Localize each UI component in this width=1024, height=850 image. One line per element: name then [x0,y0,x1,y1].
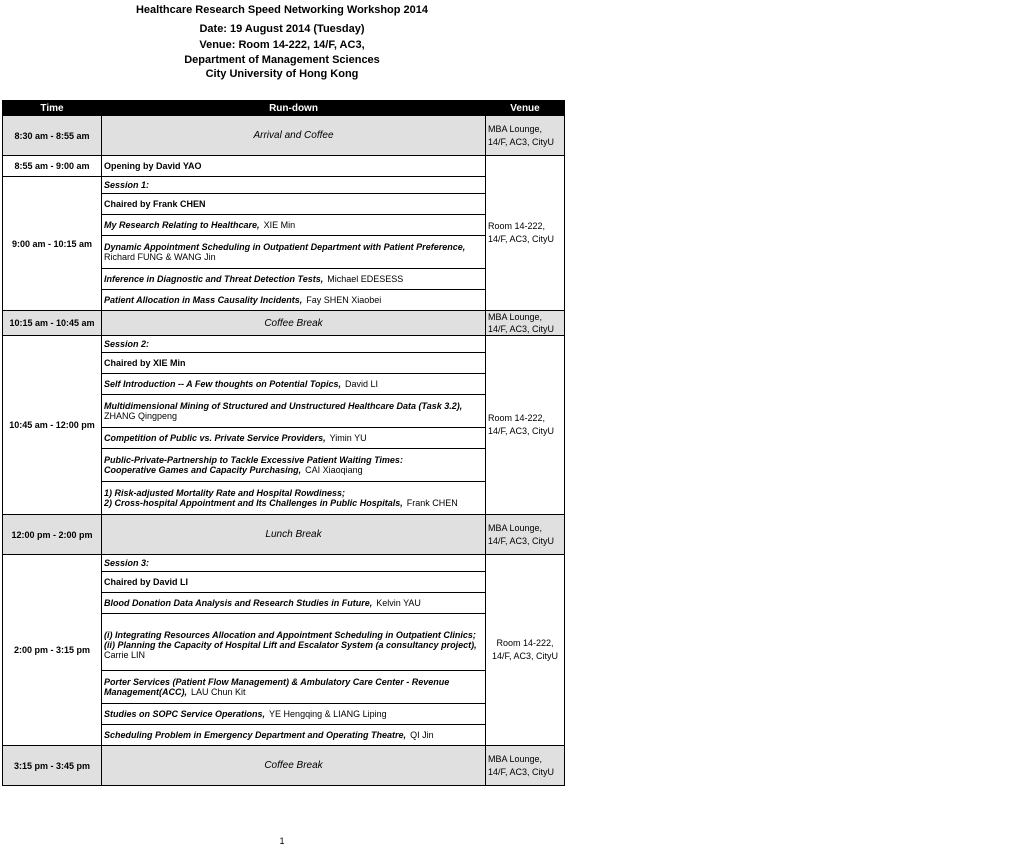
venue-cell [486,116,565,156]
venue-line-2: 14/F, AC3, CityU [488,234,555,244]
time-cell: 12:00 pm - 2:00 pm [3,515,102,555]
venue-line-2: 14/F, AC3, CityU [488,324,555,334]
talk-title: Studies on SOPC Service Operations, [104,709,266,719]
talk-title: Multidimensional Mining of Structured and Unstructured Healthcare Data (Task 3.2), [104,401,463,411]
venue-line-1: Room 14-222, [488,413,546,423]
rundown-table [2,100,565,786]
talk-cell [102,428,486,449]
table-row [3,116,565,156]
talk-cell [102,704,486,725]
rundown-cell: Coffee Break [102,746,486,786]
session-chair: Chaired by XIE Min [102,353,486,374]
talk-cell [102,236,486,269]
talk-author: Yimin YU [329,433,367,443]
table-row [3,515,565,555]
talk-title-line-2: Management(ACC), [104,687,188,697]
venue-line-2: 14/F, AC3, CityU [488,766,555,777]
talk-title: My Research Relating to Healthcare, [104,220,260,230]
time-cell: 9:00 am - 10:15 am [3,177,102,311]
talk-title-line-2: Cooperative Games and Capacity Purchasing, [104,465,302,475]
talk-author: Richard FUNG & WANG Jin [104,252,216,262]
venue-cell [486,311,565,336]
talk-title-line-1: 1) Risk-adjusted Mortality Rate and Hospital Rowdiness; [104,488,346,498]
talk-title: Competition of Public vs. Private Service Providers, [104,433,326,443]
col-header-time: Time [3,101,102,116]
talk-title: Dynamic Appointment Scheduling in Outpatient Department with Patient Preference, [104,242,466,252]
session-label: Session 1: [102,177,486,194]
rundown-cell: Coffee Break [102,311,486,336]
venue-cell [486,156,565,311]
table-row [3,156,565,177]
time-cell: 10:15 am - 10:45 am [3,311,102,336]
venue-line-1: Room 14-222, [496,638,554,648]
talk-title: Patient Allocation in Mass Causality Incidents, [104,295,303,305]
venue-line-2: 14/F, AC3, CityU [488,535,555,546]
talk-author: CAI Xiaoqiang [305,465,363,475]
venue-line-2: 14/F, AC3, CityU [488,426,555,436]
session-chair: Chaired by Frank CHEN [102,194,486,215]
venue-cell [486,555,565,746]
col-header-rundown: Run-down [102,101,486,116]
venue-line-1: MBA Lounge, [488,123,543,134]
time-cell: 8:30 am - 8:55 am [3,116,102,156]
talk-title-line-1: Public-Private-Partnership to Tackle Excessive Patient Waiting Times: [104,455,403,465]
time-cell: 10:45 am - 12:00 pm [3,336,102,515]
time-cell: 8:55 am - 9:00 am [3,156,102,177]
table-row [3,177,565,194]
col-header-venue: Venue [486,101,565,116]
talk-author: ZHANG Qingpeng [104,411,178,421]
venue-line-1: MBA Lounge, [488,753,543,764]
talk-cell [102,374,486,395]
talk-cell [102,482,486,515]
session-chair: Chaired by David LI [102,572,486,593]
workshop-title: Healthcare Research Speed Networking Workshop 2014 [135,4,428,16]
table-row [3,555,565,572]
talk-author: QI Jin [410,730,434,740]
session-label: Session 3: [102,555,486,572]
talk-cell [102,614,486,671]
talk-author: Michael EDESESS [327,274,404,284]
page-number: 1 [279,836,285,846]
talk-title-line-2: 2) Cross-hospital Appointment and Its Challenges in Public Hospitals, [104,498,403,508]
talk-title-line-1: (i) Integrating Resources Allocation and Appointment Scheduling in Outpatient Clinics; [104,630,476,640]
workshop-department: Department of Management Sciences [184,54,380,66]
talk-cell [102,671,486,704]
session-label: Session 2: [102,336,486,353]
talk-title: Inference in Diagnostic and Threat Detection Tests, [104,274,324,284]
talk-title-line-1: Porter Services (Patient Flow Management) & Ambulatory Care Center - Revenue [104,677,450,687]
venue-cell [486,336,565,515]
rundown-cell: Lunch Break [102,515,486,555]
workshop-university: City University of Hong Kong [205,68,359,80]
rundown-cell: Arrival and Coffee [102,116,486,156]
talk-cell [102,215,486,236]
talk-title-line-2: (ii) Planning the Capacity of Hospital Lift and Escalator System (a consultancy project), [104,640,477,650]
table-row [3,336,565,353]
talk-cell [102,593,486,614]
talk-cell [102,269,486,290]
talk-title: Self Introduction -- A Few thoughts on Potential Topics, [104,379,341,389]
talk-cell [102,449,486,482]
table-row [3,746,565,786]
venue-cell [486,515,565,555]
talk-author: Fay SHEN Xiaobei [306,295,382,305]
venue-line-1: Room 14-222, [488,221,546,231]
rundown-cell: Opening by David YAO [102,156,486,177]
talk-author: David LI [344,379,379,389]
venue-line-2: 14/F, AC3, CityU [488,136,555,147]
talk-title: Scheduling Problem in Emergency Department and Operating Theatre, [104,730,407,740]
venue-line-1: MBA Lounge, [488,522,543,533]
talk-author: Carrie LIN [104,650,146,660]
venue-cell [486,746,565,786]
workshop-date: Date: 19 August 2014 (Tuesday) [199,23,365,35]
talk-title: Blood Donation Data Analysis and Research Studies in Future, [104,598,373,608]
venue-line-1: MBA Lounge, [488,312,543,322]
table-header-row [3,101,565,116]
time-cell: 2:00 pm - 3:15 pm [3,555,102,746]
venue-line-2: 14/F, AC3, CityU [491,651,559,661]
talk-author: XIE Min [263,220,296,230]
talk-author: Frank CHEN [406,498,458,508]
talk-author: LAU Chun Kit [191,687,246,697]
time-cell: 3:15 pm - 3:45 pm [3,746,102,786]
workshop-venue: Venue: Room 14-222, 14/F, AC3, [199,39,365,51]
talk-cell [102,290,486,311]
talk-author: YE Hengqing & LIANG Liping [269,709,387,719]
talk-cell [102,395,486,428]
talk-author: Kelvin YAU [376,598,421,608]
talk-cell [102,725,486,746]
table-row [3,311,565,336]
